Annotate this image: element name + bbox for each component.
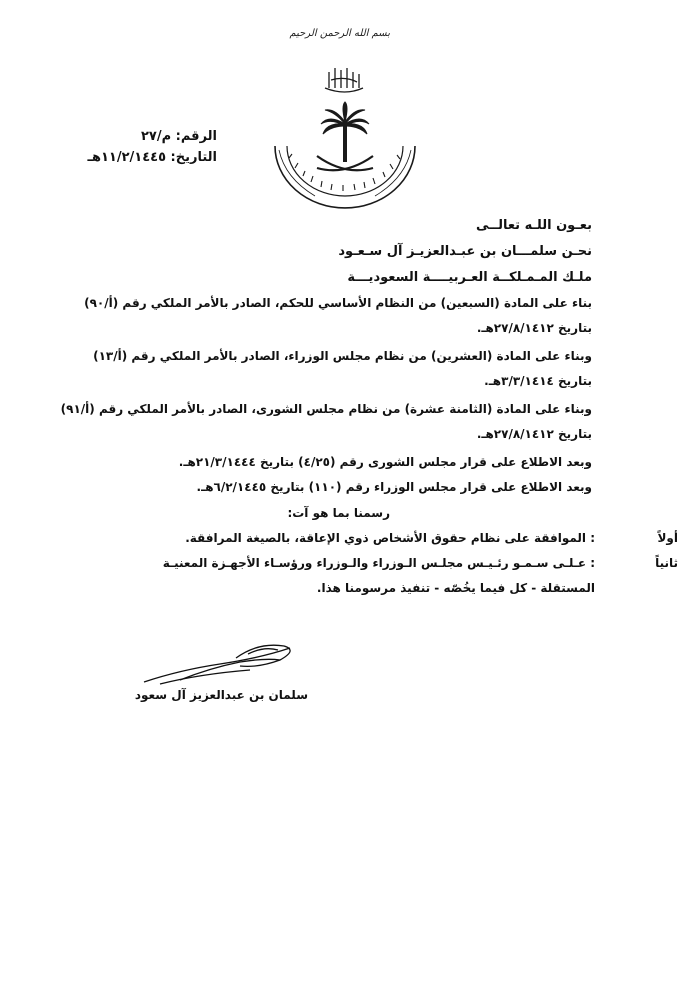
review-line-2: وبعد الاطلاع على قرار مجلس الوزراء رقم (١١٠) بتاريخ ٦/٢/١٤٤٥هـ. (196, 480, 592, 494)
article-2-label: ثانياً (655, 556, 678, 570)
opening-line-2: نحـن سلمـــان بن عبـدالعزيـز آل سـعـود (338, 244, 592, 259)
preamble-2-line-2: بتاريخ ٣/٣/١٤١٤هـ. (484, 374, 592, 388)
article-1-text: : الموافقة على نظام حقوق الأشخاص ذوي الإعاقة، بالصيغة المرافقة. (185, 531, 595, 545)
opening-line-3: ملـك المـمـلكــة العـربيــــة السعوديـــة (347, 270, 592, 285)
article-2-line-2: المستقلة - كل فيما يخُصّه - تنفيذ مرسومنا هذا. (316, 581, 595, 595)
reference-number: الرقم: م/٢٧ (140, 129, 217, 144)
preamble-3-line-1: وبناء على المادة (الثامنة عشرة) من نظام مجلس الشورى، الصادر بالأمر الملكي رقم (أ/٩١) (60, 402, 592, 416)
basmala: بسم الله الرحمن الرحيم (289, 28, 390, 39)
decree-date: التاريخ: ١١/٢/١٤٤٥هـ (87, 150, 217, 165)
preamble-2-line-1: وبناء على المادة (العشرين) من نظام مجلس الوزراء، الصادر بالأمر الملكي رقم (أ/١٣) (93, 349, 592, 363)
preamble-3-line-2: بتاريخ ٢٧/٨/١٤١٢هـ. (476, 427, 592, 441)
review-line-1: وبعد الاطلاع على قرار مجلس الشورى رقم (٤/٢٥) بتاريخ ٢١/٣/١٤٤٤هـ. (178, 455, 592, 469)
saudi-emblem-icon (265, 58, 425, 213)
article-2-line-1: : عـلـى سـمـو رئـيـس مجلـس الـوزراء والـوزراء ورؤسـاء الأجهـزة المعنيـة (162, 556, 595, 570)
opening-line-1: بعـون اللـه تعالــى (476, 218, 592, 233)
signatory-name: سلمان بن عبدالعزيز آل سعود (134, 688, 308, 702)
preamble-1-line-2: بتاريخ ٢٧/٨/١٤١٢هـ. (476, 321, 592, 335)
article-1-label: أولاً (657, 531, 678, 545)
motto-calligraphy (325, 68, 363, 92)
decree-intro: رسمنا بما هو آت: (287, 506, 390, 520)
preamble-1-line-1: بناء على المادة (السبعين) من النظام الأساسي للحكم، الصادر بالأمر الملكي رقم (أ/٩٠) (84, 296, 592, 310)
royal-signature (140, 640, 300, 695)
palm-tree (321, 102, 369, 162)
